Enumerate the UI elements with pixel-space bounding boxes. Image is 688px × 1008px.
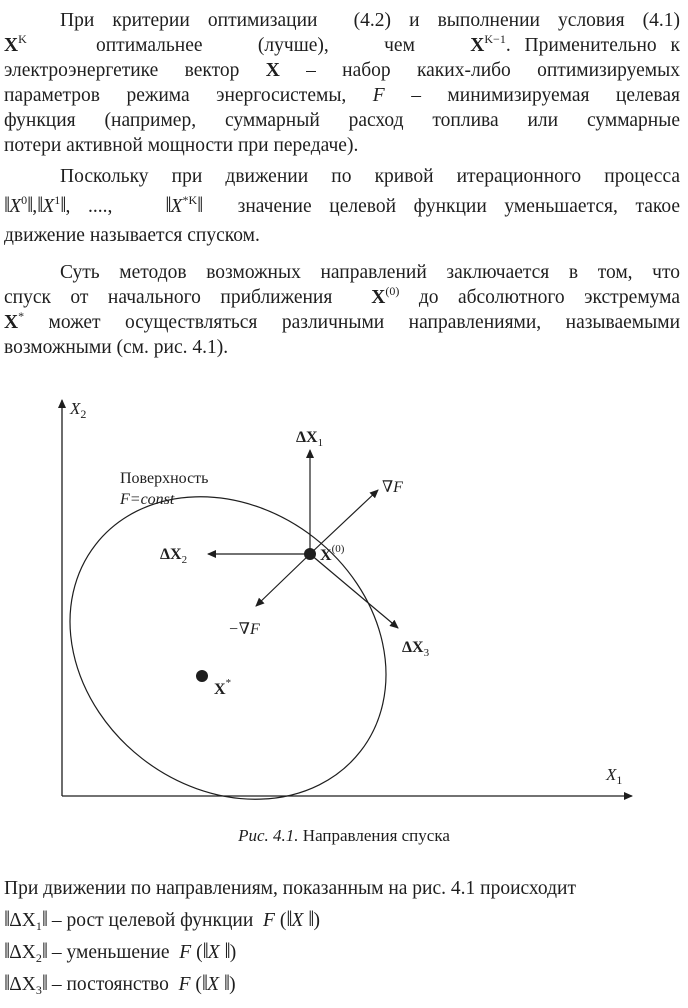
p3-line-3: X* может осуществляться различными направлениями, называемыми: [4, 309, 681, 333]
paragraph-2: [4, 164, 680, 248]
label-dx3: $\Delta X_3$: [402, 639, 430, 659]
figure-4-1: [0, 388, 688, 808]
p1-line-4: параметров режима энергосистемы, F – минимизируемая целевая: [4, 85, 680, 106]
label-point-xstar: X*: [214, 677, 232, 698]
directions-list: [4, 874, 680, 1000]
label-neg-grad: −∇F: [228, 621, 260, 638]
p2-line-1: Поскольку при движении по кривой итерационного процесса: [60, 166, 680, 187]
p1-line-3: электроэнергетике вектор X – набор каких-либо оптимизируемых: [4, 60, 680, 81]
paragraph-3: [4, 260, 680, 360]
p3-line-4: возможными (см. рис. 4.1).: [4, 337, 229, 358]
caption-text: Направления спуска: [302, 826, 450, 845]
label-dx1: $\Delta X_1$: [296, 429, 324, 449]
label-dx2: $\Delta X_2$: [160, 546, 188, 566]
equation-ref-4-1[interactable]: (4.1): [642, 10, 680, 31]
list-item-dx2: $‖\Delta X_2‖$ – уменьшение F (‖X ‖): [4, 938, 237, 965]
p2-line-3: движение называется спуском.: [4, 225, 260, 246]
label-grad: ∇F: [382, 479, 403, 496]
caption-number: Рис. 4.1.: [238, 826, 299, 845]
axis-x-label: $X_1$: [606, 765, 623, 787]
list-item-dx3: $‖\Delta X_3‖$ – постоянство F (‖X ‖): [4, 970, 236, 997]
vector-neg-grad: [256, 554, 310, 606]
surface-label-formula: F=const: [120, 491, 175, 508]
p1-line-2: $X^K$ оптимальнее (лучше), чем $X^{K-1}$. Применительно к: [4, 32, 680, 56]
p3-line-2: спуск от начального приближения $X^{(0)}$ до абсолютного экстремума: [4, 284, 681, 308]
figure-caption: [0, 826, 688, 846]
list-intro: При движении по направлениям, показанным на рис. 4.1 происходит: [4, 878, 576, 899]
list-item-dx1: $‖\Delta X_1‖$ – рост целевой функции F (‖X ‖): [4, 906, 320, 933]
paragraph-1: [4, 8, 680, 158]
p1-line-1: При критерии оптимизации (4.2) и выполнении условия (4.1): [60, 10, 680, 31]
surface-label: Поверхность: [120, 470, 209, 487]
label-point-x0: $X^{(0)}$: [320, 543, 345, 564]
axis-y-label: $X_2$: [70, 399, 87, 421]
equation-ref-4-2[interactable]: (4.2): [353, 10, 391, 31]
p3-line-1: Суть методов возможных направлений заключается в том, что: [60, 262, 680, 283]
vector-dx3: [310, 554, 398, 628]
p1-line-5: функция (например, суммарный расход топлива или суммарные: [4, 110, 680, 131]
p1-line-6: потери активной мощности при передаче).: [4, 135, 359, 156]
point-x0: [304, 548, 316, 560]
p2-line-2: $‖X^0‖,‖X^1‖$, ...., $‖X^{*K}‖$ значение целевой функции уменьшается, такое: [4, 192, 681, 217]
point-xstar: [196, 670, 208, 682]
